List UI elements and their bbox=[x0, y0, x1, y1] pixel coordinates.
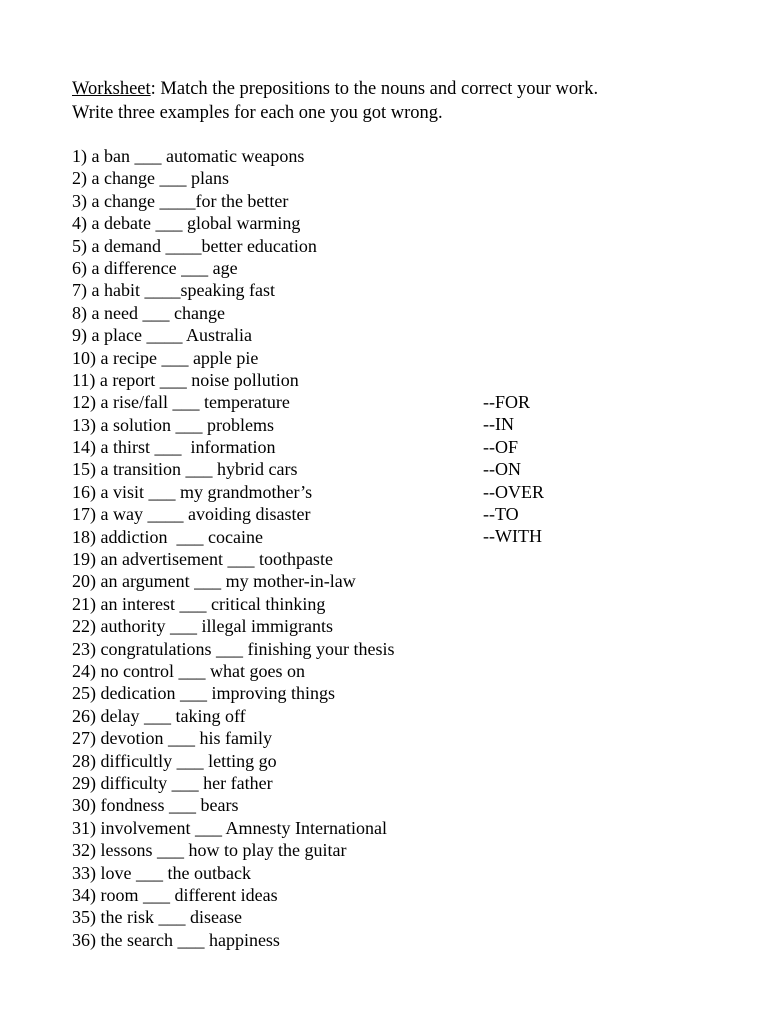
exercise-item: 1) a ban ___ automatic weapons bbox=[72, 146, 305, 166]
exercise-item: 11) a report ___ noise pollution bbox=[72, 369, 299, 390]
exercise-item: 34) room ___ different ideas bbox=[72, 884, 278, 905]
preposition-option: --FOR bbox=[483, 392, 531, 412]
exercise-item: 21) an interest ___ critical thinking bbox=[72, 593, 326, 614]
exercise-item: 27) devotion ___ his family bbox=[72, 728, 272, 749]
exercise-item: 4) a debate ___ global warming bbox=[72, 213, 301, 234]
exercise-item: 22) authority ___ illegal immigrants bbox=[72, 616, 333, 637]
worksheet-label: Worksheet bbox=[72, 79, 151, 99]
preposition-option: --OVER bbox=[483, 481, 544, 502]
exercise-item: 16) a visit ___ my grandmother’s bbox=[72, 481, 313, 502]
exercise-item: 28) difficultly ___ letting go bbox=[72, 750, 277, 771]
exercise-item: 9) a place ____ Australia bbox=[72, 325, 252, 346]
preposition-option: --ON bbox=[483, 459, 521, 480]
preposition-option: --IN bbox=[483, 414, 514, 435]
exercise-item: 10) a recipe ___ apple pie bbox=[72, 347, 259, 368]
exercise-item: 33) love ___ the outback bbox=[72, 862, 251, 883]
exercise-item: 3) a change ____for the better bbox=[72, 190, 289, 211]
preposition-option: --WITH bbox=[483, 526, 542, 547]
instructions-text: : Match the prepositions to the nouns and correct your work. bbox=[150, 79, 599, 99]
exercise-item: 2) a change ___ plans bbox=[72, 168, 229, 189]
preposition-options bbox=[483, 391, 544, 548]
exercise-item: 13) a solution ___ problems bbox=[72, 414, 274, 435]
exercise-item: 29) difficulty ___ her father bbox=[72, 772, 273, 793]
exercise-item: 23) congratulations ___ finishing your thesis bbox=[72, 638, 395, 659]
exercise-item: 8) a need ___ change bbox=[72, 302, 225, 323]
worksheet-instructions bbox=[72, 77, 732, 125]
exercise-item: 25) dedication ___ improving things bbox=[72, 683, 335, 704]
exercise-item: 20) an argument ___ my mother-in-law bbox=[72, 571, 356, 592]
instructions-line-1 bbox=[72, 77, 732, 101]
exercise-item: 15) a transition ___ hybrid cars bbox=[72, 459, 298, 480]
exercise-item: 18) addiction ___ cocaine bbox=[72, 526, 263, 547]
exercise-item: 17) a way ____ avoiding disaster bbox=[72, 504, 311, 525]
exercise-item: 30) fondness ___ bears bbox=[72, 795, 239, 816]
instructions-line-2: Write three examples for each one you got wrong. bbox=[72, 103, 443, 123]
exercise-item: 31) involvement ___ Amnesty International bbox=[72, 817, 387, 838]
exercise-item: 35) the risk ___ disease bbox=[72, 907, 242, 928]
exercise-item: 12) a rise/fall ___ temperature bbox=[72, 392, 290, 413]
preposition-option: --TO bbox=[483, 503, 519, 524]
exercise-item: 36) the search ___ happiness bbox=[72, 929, 280, 950]
exercise-item: 24) no control ___ what goes on bbox=[72, 660, 305, 681]
exercise-item: 19) an advertisement ___ toothpaste bbox=[72, 549, 333, 570]
exercise-item: 26) delay ___ taking off bbox=[72, 705, 246, 726]
exercise-item: 5) a demand ____better education bbox=[72, 235, 317, 256]
exercise-item: 6) a difference ___ age bbox=[72, 257, 238, 278]
exercise-item: 14) a thirst ___ information bbox=[72, 437, 276, 458]
exercise-list bbox=[72, 145, 472, 951]
preposition-option: --OF bbox=[483, 436, 518, 457]
exercise-item: 32) lessons ___ how to play the guitar bbox=[72, 840, 347, 861]
exercise-item: 7) a habit ____speaking fast bbox=[72, 280, 275, 301]
